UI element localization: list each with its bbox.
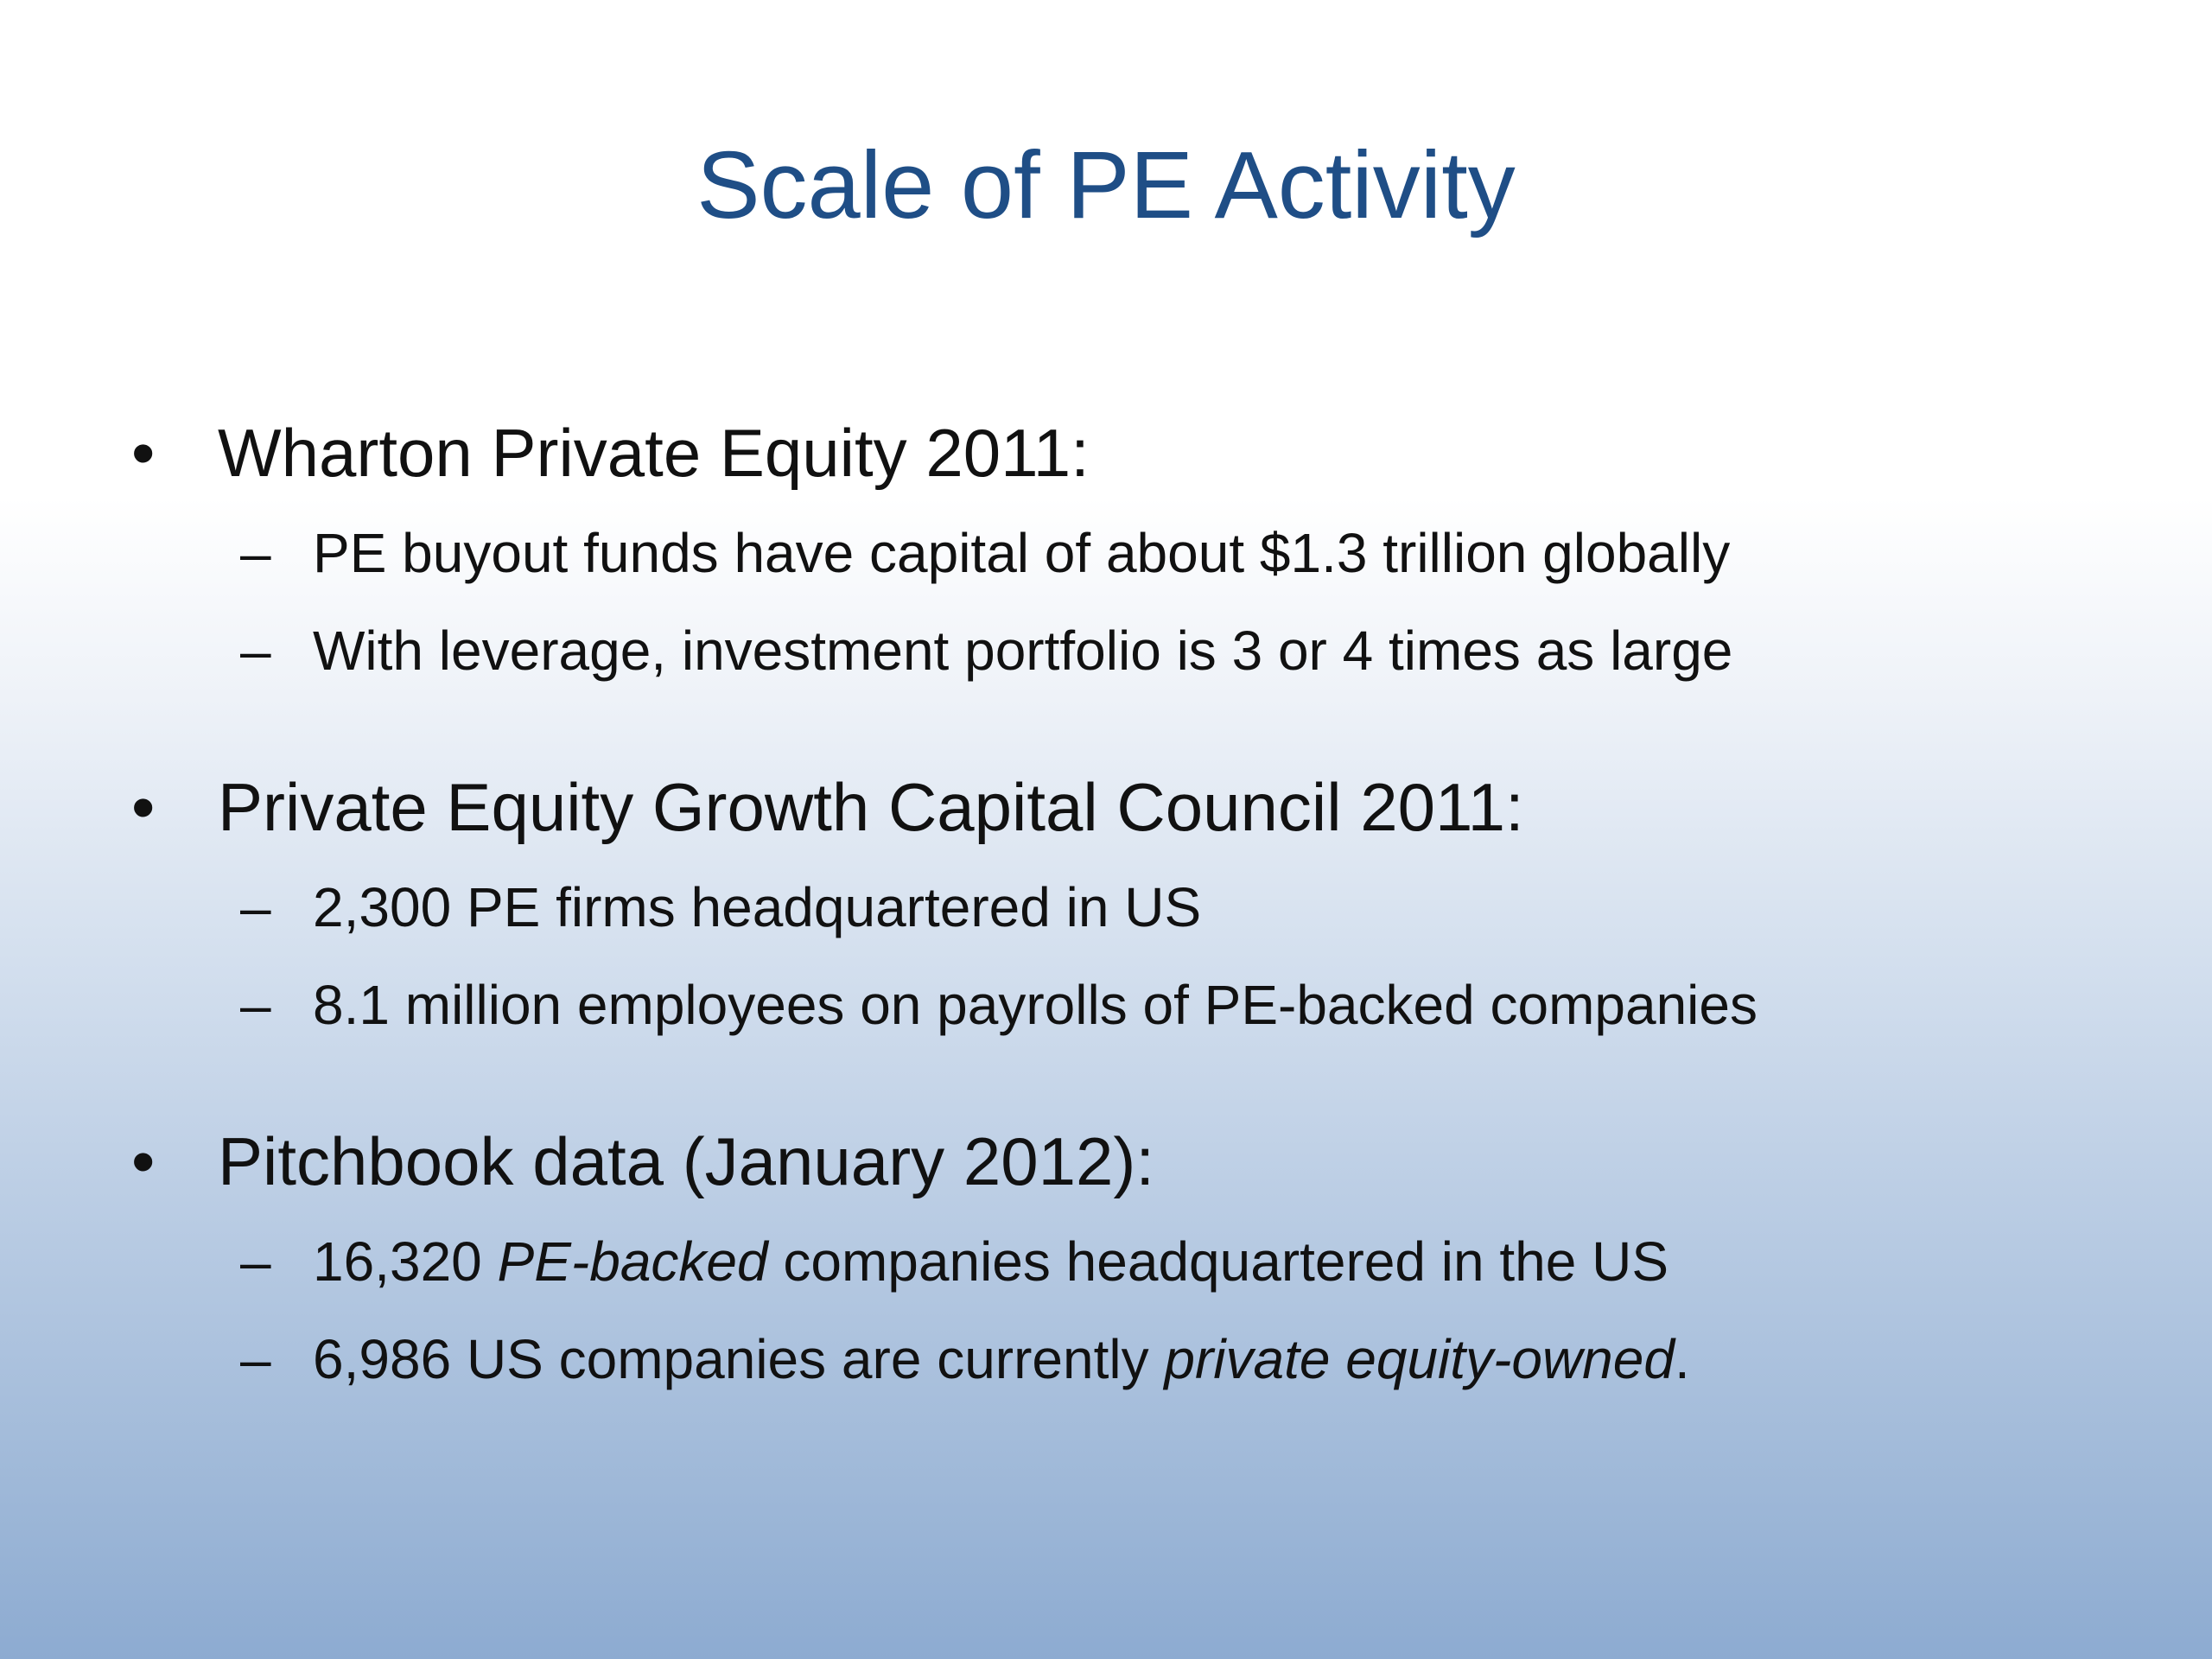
bullet-group-pegcc — [131, 760, 2119, 1054]
sub-item — [131, 957, 2119, 1054]
sub-marker: – — [240, 876, 271, 938]
sub-item-text: 2,300 PE firms headquartered in US — [313, 876, 1202, 938]
slide-title: Scale of PE Activity — [696, 132, 1516, 238]
sub-list — [131, 505, 2119, 700]
sub-item-text-post: . — [1674, 1328, 1690, 1390]
sub-item-emphasis: private equity-owned — [1164, 1328, 1675, 1390]
bullet-marker: • — [131, 769, 156, 845]
bullet-group-wharton — [131, 406, 2119, 700]
bullet-heading: Wharton Private Equity 2011: — [218, 415, 1090, 491]
sub-item — [131, 1213, 2119, 1311]
sub-marker: – — [240, 620, 271, 682]
sub-item — [131, 859, 2119, 957]
sub-item-text: With leverage, investment portfolio is 3 or 4 times as large — [313, 620, 1733, 682]
bullet-group-pitchbook — [131, 1115, 2119, 1408]
sub-item — [131, 602, 2119, 700]
bullet-heading: Private Equity Growth Capital Council 2011: — [218, 769, 1524, 845]
bullet-item — [131, 1115, 2119, 1208]
bullet-marker: • — [131, 1123, 156, 1199]
sub-item-text: PE buyout funds have capital of about $1.3 trillion globally — [313, 522, 1731, 584]
sub-list — [131, 1213, 2119, 1408]
sub-item-text-pre: 6,986 US companies are currently — [313, 1328, 1165, 1390]
sub-item — [131, 1311, 2119, 1408]
sub-item-text-pre: 16,320 — [313, 1230, 498, 1293]
sub-marker: – — [240, 974, 271, 1036]
bullet-heading: Pitchbook data (January 2012): — [218, 1123, 1155, 1199]
bullet-marker: • — [131, 415, 156, 491]
sub-marker: – — [240, 1328, 271, 1390]
sub-item — [131, 505, 2119, 602]
sub-item-emphasis: PE-backed — [497, 1230, 768, 1293]
bullet-item — [131, 760, 2119, 854]
sub-item-text-post: companies headquartered in the US — [767, 1230, 1669, 1293]
slide-content — [131, 406, 2119, 1408]
sub-marker: – — [240, 522, 271, 584]
sub-item-text: 8.1 million employees on payrolls of PE-backed companies — [313, 974, 1758, 1036]
sub-list — [131, 859, 2119, 1054]
bullet-item — [131, 406, 2119, 499]
sub-marker: – — [240, 1230, 271, 1293]
